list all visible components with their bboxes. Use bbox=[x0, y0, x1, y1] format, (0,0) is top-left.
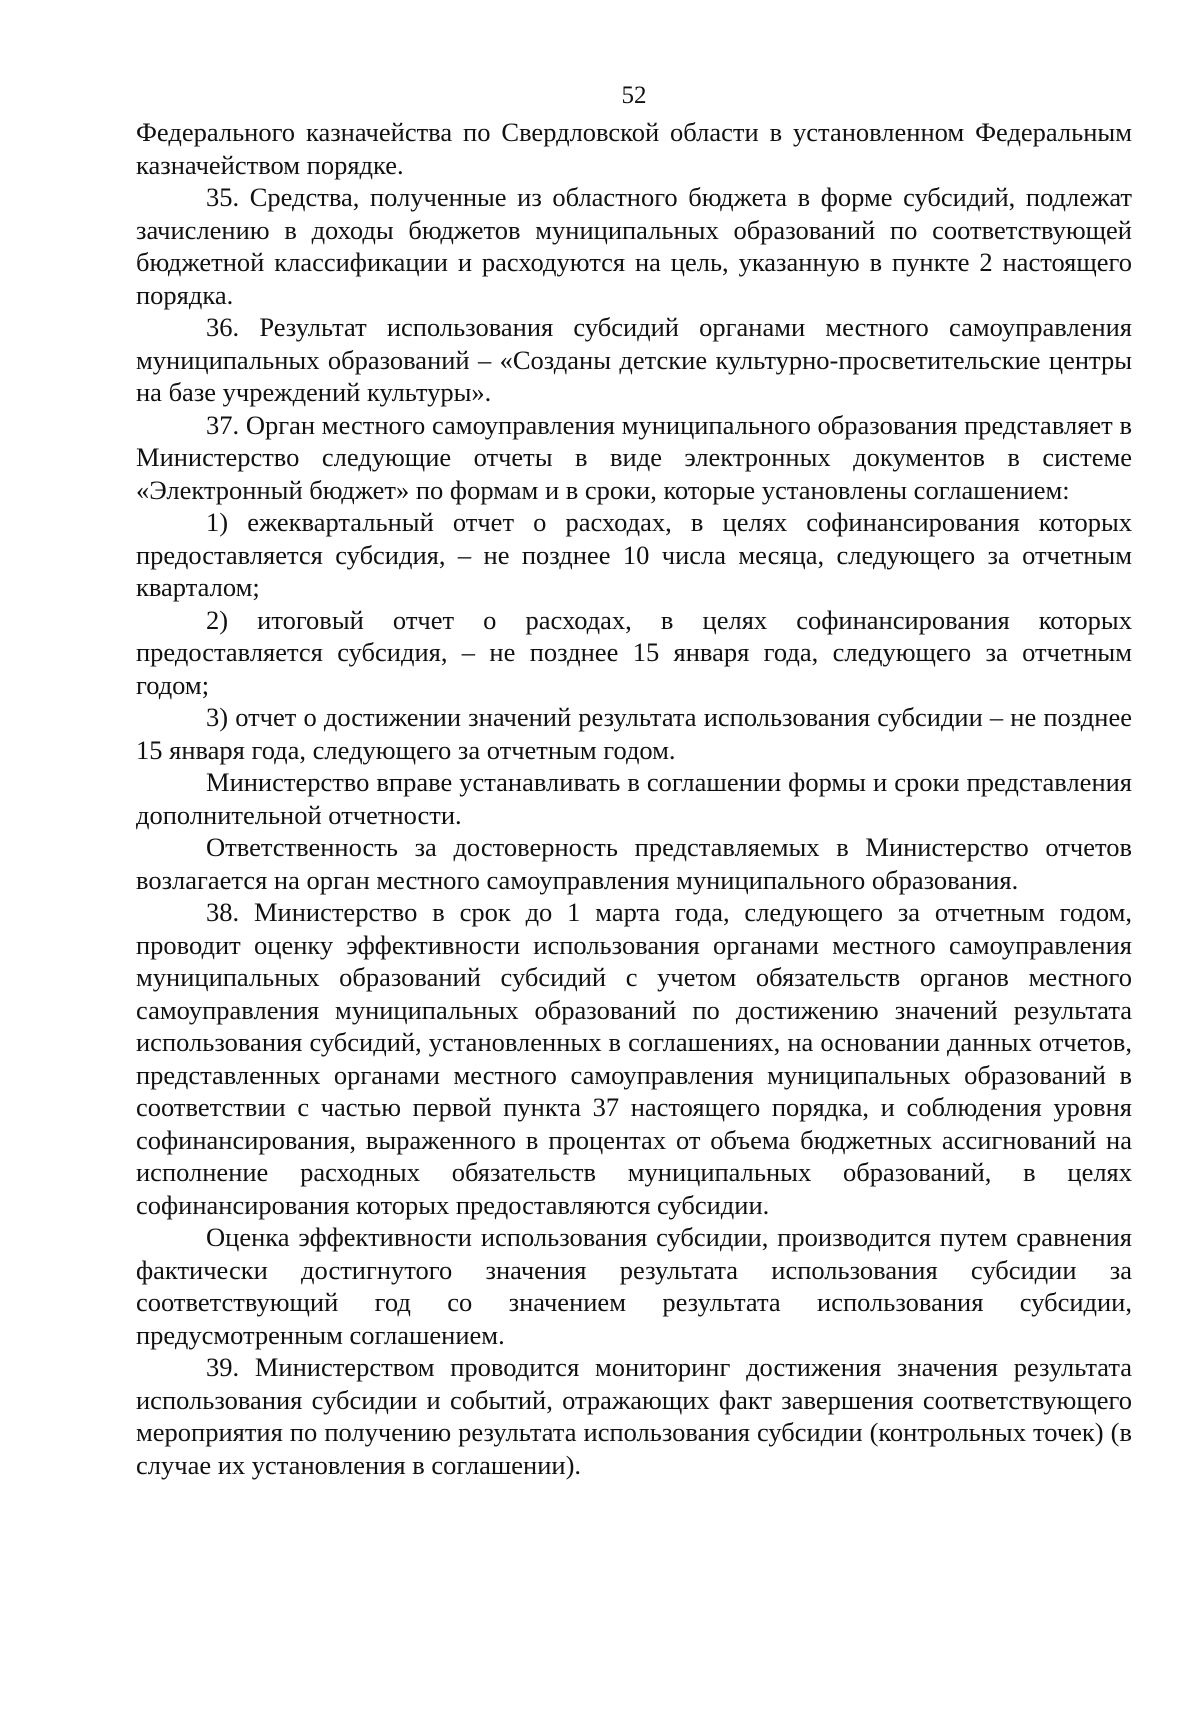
paragraph-item-37: 37. Орган местного самоуправления муниципального образования представляет в Министерство следующие отчеты в виде электронных документов в системе «Электронный бюджет» по формам и в сроки, которые установлены соглашением: bbox=[136, 409, 1132, 505]
paragraph-item-39: 39. Министерством проводится мониторинг достижения значения результата использования субсидии и событий, отражающих факт завершения соответствующего мероприятия по получению результата использования субсидии (контрольных точек) (в случае их установления в соглашении). bbox=[136, 1352, 1132, 1480]
paragraph-subitem-2: 2) итоговый отчет о расходах, в целях софинансирования которых предоставляется субсидия, – не позднее 15 января года, следующего за отчетным годом; bbox=[136, 604, 1132, 700]
paragraph-subitem-1: 1) ежеквартальный отчет о расходах, в целях софинансирования которых предоставляется субсидия, – не позднее 10 числа месяца, следующего за отчетным кварталом; bbox=[136, 507, 1132, 602]
paragraph-responsibility: Ответственность за достоверность представляемых в Министерство отчетов возлагается на орган местного самоуправления муниципального образования. bbox=[136, 832, 1132, 895]
paragraph-item-38: 38. Министерство в срок до 1 марта года, следующего за отчетным годом, проводит оценку эффективности использования органами местного самоуправления муниципальных образований субсидий с учетом обязательств органов местного самоуправления муниципальных образований по достижению значений результата использования субсидий, установленных в соглашениях, на основании данных отчетов, представленных органами местного самоуправления муниципальных образований в соответствии с частью первой пункта 37 настоящего порядка, и соблюдения уровня софинансирования, выраженного в процентах от объема бюджетных ассигнований на исполнение расходных обязательств муниципальных образований, в целях софинансирования которых предоставляются субсидии. bbox=[136, 897, 1132, 1220]
page-number: 52 bbox=[621, 82, 647, 109]
paragraph-item-36: 36. Результат использования субсидий органами местного самоуправления муниципальных образований – «Созданы детские культурно-просветительские центры на базе учреждений культуры». bbox=[136, 312, 1132, 407]
paragraph-item-35: 35. Средства, полученные из областного бюджета в форме субсидий, подлежат зачислению в доходы бюджетов муниципальных образований по соответствующей бюджетной классификации и расходуются на цель, указанную в пункте 2 настоящего порядка. bbox=[136, 182, 1132, 310]
paragraph-continuation: Федерального казначейства по Свердловской области в установленном Федеральным казначейством порядке. bbox=[136, 117, 1132, 180]
paragraph-subitem-3: 3) отчет о достижении значений результата использования субсидии – не позднее 15 января года, следующего за отчетным годом. bbox=[136, 702, 1132, 765]
paragraph-efficiency-assessment: Оценка эффективности использования субсидии, производится путем сравнения фактически достигнутого значения результата использования субсидии за соответствующий год со значением результата использования субсидии, предусмотренным соглашением. bbox=[136, 1222, 1132, 1350]
document-page bbox=[136, 76, 1132, 1481]
paragraph-additional-reporting: Министерство вправе устанавливать в соглашении формы и сроки представления дополнительной отчетности. bbox=[136, 767, 1132, 830]
